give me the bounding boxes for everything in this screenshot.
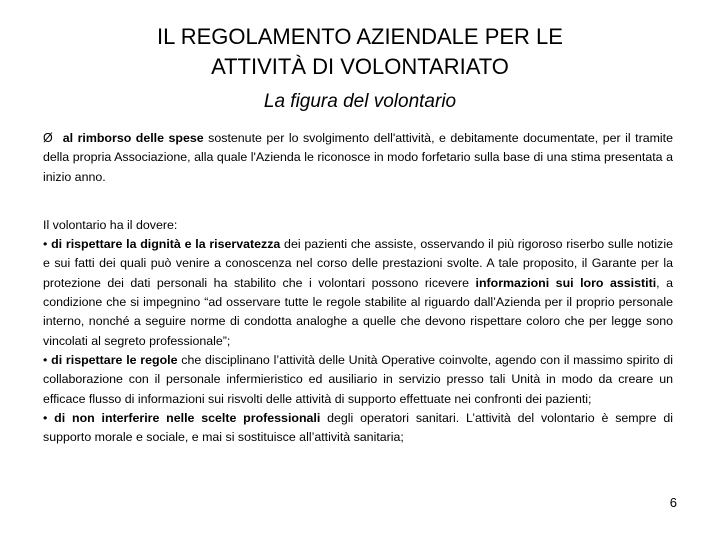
bullet-icon: • xyxy=(43,237,48,252)
slide-subtitle: La figura del volontario xyxy=(263,91,457,112)
duty-lead: di rispettare le regole xyxy=(51,352,178,367)
spacer xyxy=(43,187,673,216)
reimbursement-lead: al rimborso delle spese xyxy=(62,131,204,145)
duty-emphasis: informazioni sui loro assistiti xyxy=(475,275,657,290)
duty-item-dignity xyxy=(43,235,673,351)
duty-lead: di non interferire nelle scelte professionali xyxy=(54,410,321,425)
bullet-icon: • xyxy=(43,410,48,425)
slide-title-line-1: IL REGOLAMENTO AZIENDALE PER LE xyxy=(157,24,563,49)
duty-text: che disciplinano l’attività delle Unità Operative coinvolte, agendo con il massimo spirito di collaborazione con il personale infermieristico ed ausiliario in servizio presso tali Unità in modo da creare un efficace flusso di informazioni sui risvolti delle attività di supporto effettuate nei confronti dei pazienti; xyxy=(43,352,673,406)
reimbursement-text: sostenute per lo svolgimento dell'attività, e debitamente documentate, per il tramite della propria Associazione, alla quale l'Azienda le riconosce in modo forfetario sulla base di una stima presentata a inizio anno. xyxy=(43,131,674,184)
duties-intro: Il volontario ha il dovere: xyxy=(43,217,178,232)
duty-item-no-interference xyxy=(43,409,673,448)
slide-title-line-2: ATTIVITÀ DI VOLONTARIATO xyxy=(211,54,509,79)
duty-text: dei pazienti che assiste, osservando il più rigoroso riserbo sulle notizie e sui fatti dei quali può venire a conoscenza nel corso delle prestazioni svolte. A tale proposito, il Garante per la protezione dei dati personali ha stabilito che i volontari possono ricevere xyxy=(43,237,673,290)
duty-text: degli operatori sanitari. L’attività del volontario è sempre di supporto morale e sociale, e mai si sostituisce all’attività sanitaria; xyxy=(43,410,673,445)
duty-text-continued: , a condizione che si impegnino “ad osservare tutte le regole stabilite al riguardo dall’Azienda per il proprio personale interno, nonché a seguire norme di condotta analoghe a quelle che devono rispettare coloro che per legge sono vincolati al segreto professionale”; xyxy=(43,275,673,348)
duty-item-rules xyxy=(43,351,673,409)
bullet-icon: • xyxy=(43,352,48,367)
arrow-bullet-icon: Ø xyxy=(43,131,53,145)
slide-body xyxy=(43,129,673,447)
page-number: 6 xyxy=(669,495,677,510)
reimbursement-paragraph xyxy=(43,129,673,187)
slide-title xyxy=(60,22,660,82)
duty-lead: di rispettare la dignità e la riservatezza xyxy=(51,237,281,252)
